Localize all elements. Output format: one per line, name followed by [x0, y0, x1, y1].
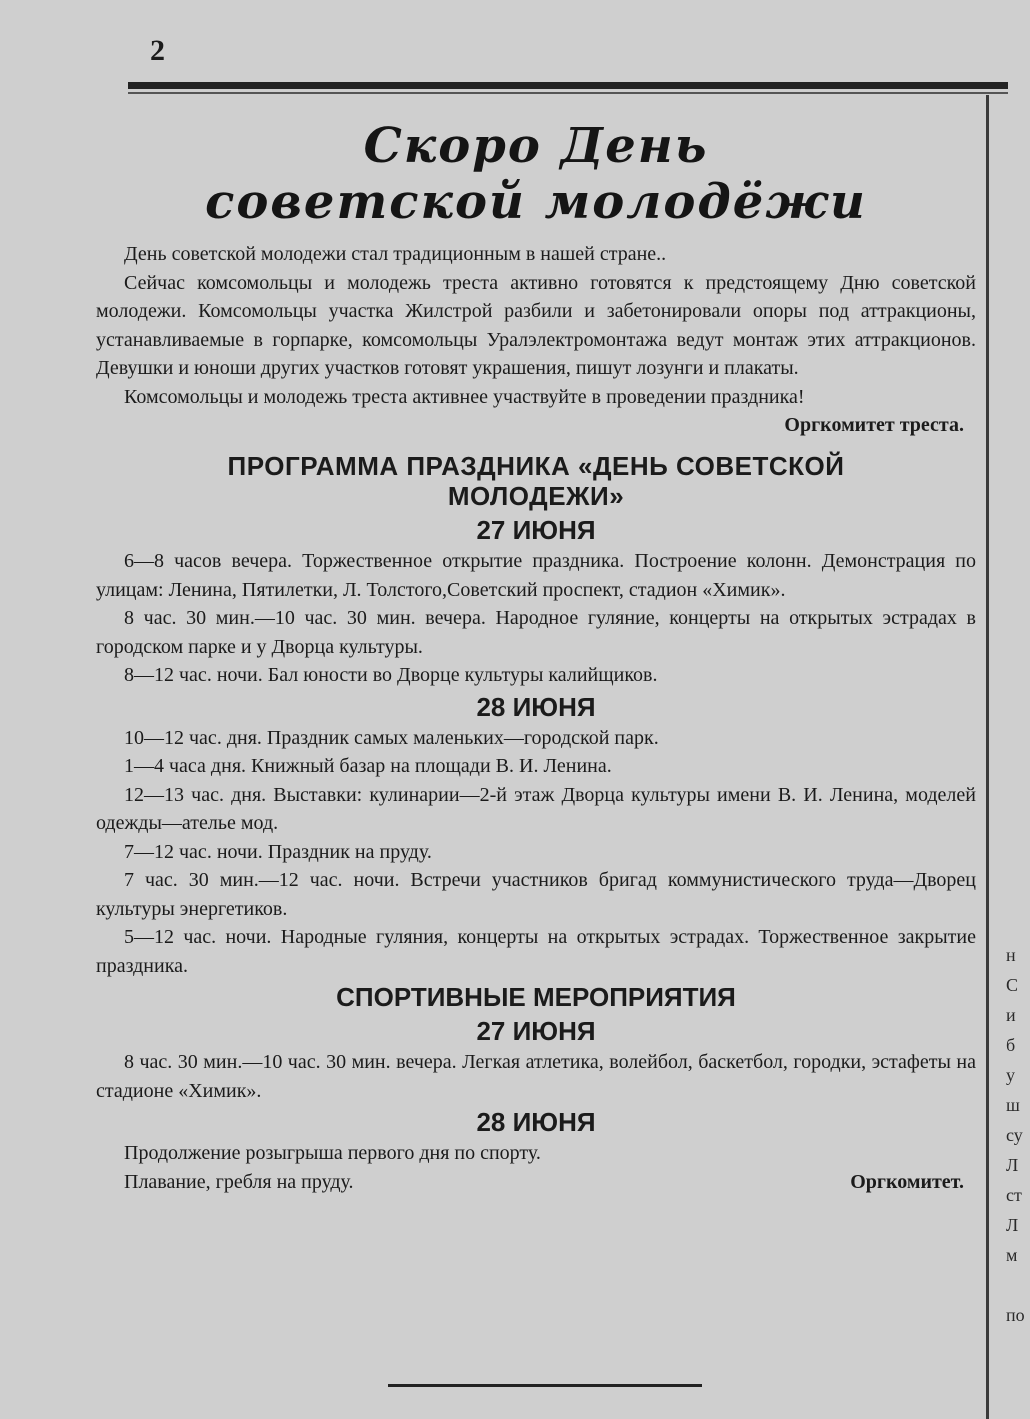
margin-letter: ст: [1006, 1185, 1022, 1205]
margin-letter: б: [1006, 1035, 1016, 1055]
sports-last-line: [96, 1168, 976, 1197]
intro-signature: Оргкомитет треста.: [784, 414, 964, 436]
margin-letter: и: [1006, 1005, 1016, 1025]
sports-item: 8 час. 30 мин.—10 час. 30 мин. вечера. Легкая атлетика, волейбол, баскетбол, городки, эстафеты на стадионе «Химик».: [96, 1051, 976, 1102]
program-date-27: 27 ИЮНЯ: [476, 515, 596, 545]
headline: [96, 118, 976, 230]
headline-line-2: советской молодёжи: [205, 174, 867, 230]
margin-letter: су: [1006, 1125, 1023, 1145]
margin-letter: по: [1006, 1305, 1025, 1325]
sports-title: СПОРТИВНЫЕ МЕРОПРИЯТИЯ: [336, 982, 736, 1012]
program-title-line-1: ПРОГРАММА ПРАЗДНИКА «ДЕНЬ СОВЕТСКОЙ: [227, 451, 845, 481]
program-item: 7—12 час. ночи. Праздник на пруду.: [124, 840, 432, 863]
program-date-28: 28 ИЮНЯ: [476, 691, 596, 722]
article: [96, 118, 976, 1196]
sports-signature: Оргкомитет.: [850, 1170, 964, 1193]
program-item: 7 час. 30 мин.—12 час. ночи. Встречи участников бригад коммунистического труда—Дворец культуры энергетиков.: [96, 869, 976, 920]
page-number: 2: [150, 34, 165, 67]
column-rule: [986, 95, 989, 1419]
adjacent-column-fragment: [1006, 940, 1030, 1330]
margin-letter: Л: [1006, 1215, 1019, 1235]
sports-item: Продолжение розыгрыша первого дня по спорту.: [124, 1142, 541, 1164]
sports-date-27: 27 ИЮНЯ: [476, 1016, 596, 1046]
program-item: 8 час. 30 мин.—10 час. 30 мин. вечера. Народное гуляние, концерты на открытых эстрадах в городском парке и у Дворца культуры.: [96, 607, 976, 658]
intro-paragraph: Комсомольцы и молодежь треста активнее участвуйте в проведении праздника!: [124, 385, 805, 408]
program-title-line-2: МОЛОДЕЖИ»: [447, 481, 625, 511]
program-title: [96, 451, 976, 511]
program-item: 12—13 час. дня. Выставки: кулинарии—2-й этаж Дворца культуры имени В. И. Ленина, моделей одежды—ателье мод.: [96, 783, 976, 834]
headline-line-1: Скоро День: [363, 118, 709, 174]
program-item: 6—8 часов вечера. Торжественное открытие праздника. Построение колонн. Демонстрация по улицам: Ленина, Пятилетки, Л. Толстого,Советский проспект, стадион «Химик».: [96, 550, 976, 601]
sports-date-28: 28 ИЮНЯ: [476, 1107, 596, 1137]
top-rule-thin: [128, 92, 1008, 94]
intro-paragraph: День советской молодежи стал традиционным в нашей стране..: [124, 243, 667, 265]
margin-letter: С: [1006, 975, 1019, 995]
program-item: 1—4 часа дня. Книжный базар на площади В. И. Ленина.: [124, 755, 612, 777]
margin-letter: у: [1006, 1065, 1015, 1085]
margin-letter: м: [1006, 1245, 1018, 1265]
top-rule: [128, 82, 1008, 89]
intro-paragraph: Сейчас комсомольцы и молодежь треста активно готовятся к предстоящему Дню советской молодежи. Комсомольцы участка Жилстрой разбили и забетонировали опоры под аттракционы, устанавливаемые в горпарке, комсомольцы Уралэлектромонтажа ведут монтаж этих аттракционов. Девушки и юноши других участков готовят украшения, пишут лозунги и плакаты.: [96, 271, 976, 379]
program-item: 8—12 час. ночи. Бал юности во Дворце культуры калийщиков.: [124, 664, 658, 686]
sports-item: Плавание, гребля на пруду.: [124, 1170, 354, 1193]
margin-letter: [1006, 1270, 1030, 1300]
margin-letter: ш: [1006, 1095, 1020, 1115]
bottom-rule: [388, 1384, 702, 1387]
margin-letter: н: [1006, 945, 1016, 965]
margin-letter: Л: [1006, 1155, 1019, 1175]
program-item: 10—12 час. дня. Праздник самых маленьких—городской парк.: [124, 726, 659, 749]
program-item: 5—12 час. ночи. Народные гуляния, концерты на открытых эстрадах. Торжественное закрытие праздника.: [96, 926, 976, 977]
